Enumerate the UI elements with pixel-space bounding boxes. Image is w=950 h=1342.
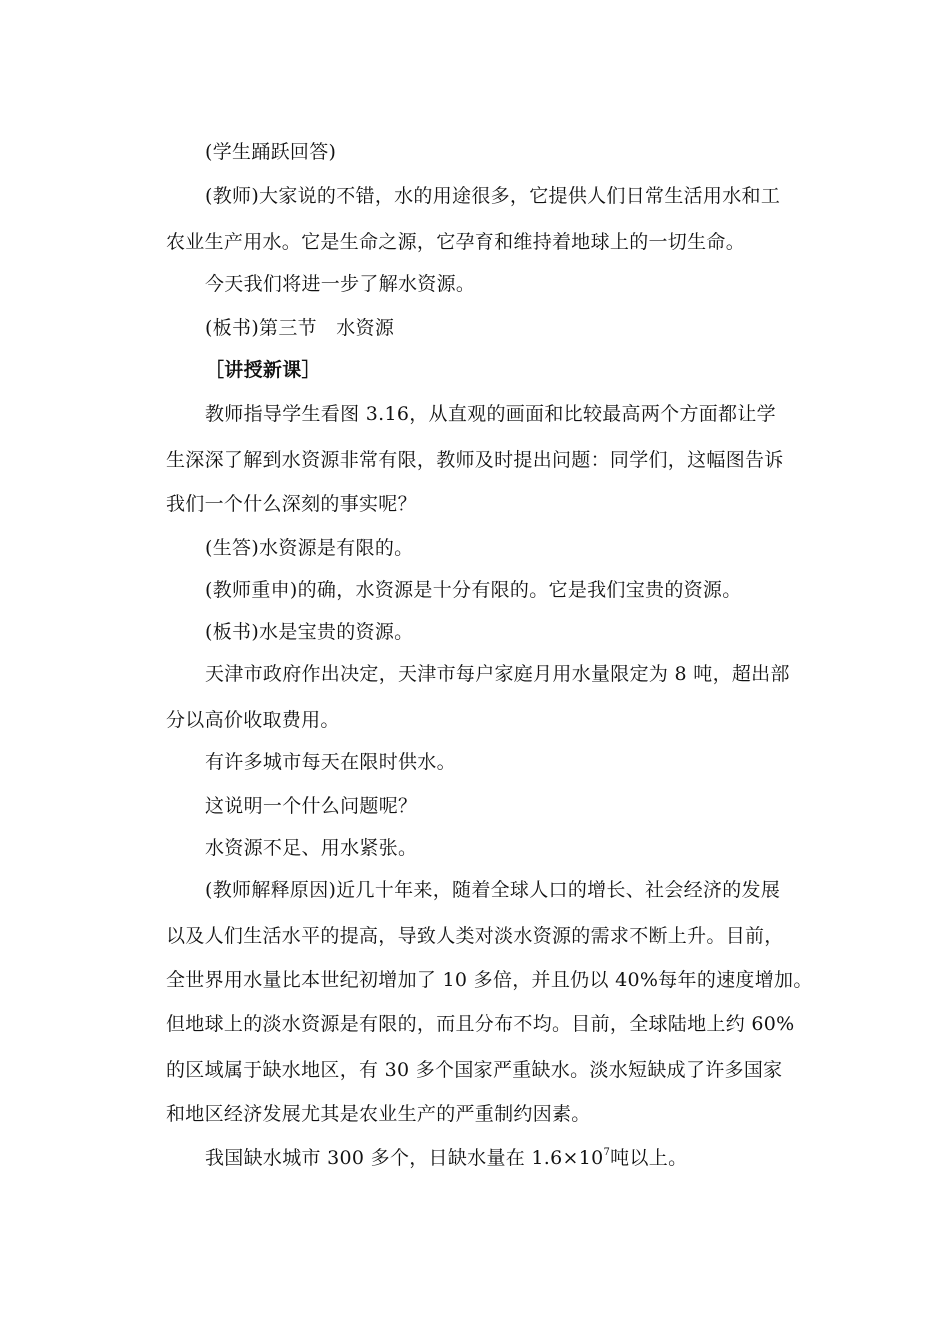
paragraph-teacher-explain-3: 全世界用水量比本世纪初增加了 10 多倍，并且仍以 40%每年的速度增加。 [166,969,813,991]
china-shortage-text: 我国缺水城市 300 多个，日缺水量在 1.6×10 [205,1147,604,1169]
paragraph-teacher-explain-5: 的区域属于缺水地区，有 30 多个国家严重缺水。淡水短缺成了许多国家 [166,1059,783,1081]
paragraph-today-intro: 今天我们将进一步了解水资源。 [205,273,476,295]
paragraph-teacher-explain: (教师解释原因)近几十年来，随着全球人口的增长、社会经济的发展 [205,879,781,901]
paragraph-rationing: 有许多城市每天在限时供水。 [205,751,456,773]
section-heading-new-lesson: ［讲授新课］ [205,359,321,381]
exponent: 7 [603,1147,611,1158]
paragraph-teacher-explain-2: 以及人们生活水平的提高，导致人类对淡水资源的需求不断上升。目前， [166,925,784,947]
paragraph-figure-guidance: 教师指导学生看图 3.16，从直观的画面和比较最高两个方面都让学 [205,403,776,425]
paragraph-china-shortage [205,1146,687,1170]
board-note-precious: (板书)水是宝贵的资源。 [205,621,414,643]
paragraph-shortage: 水资源不足、用水紧张。 [205,837,418,859]
paragraph-tianjin-policy-cont: 分以高价收取费用。 [166,709,340,731]
paragraph-figure-guidance-end: 我们一个什么深刻的事实呢？ [166,493,417,515]
paragraph-teacher-explain-6: 和地区经济发展尤其是农业生产的严重制约因素。 [166,1103,591,1125]
paragraph-teacher-water-uses: (教师)大家说的不错，水的用途很多，它提供人们日常生活用水和工 [205,185,781,207]
paragraph-student-reply: (生答)水资源是有限的。 [205,537,414,559]
paragraph-tianjin-policy: 天津市政府作出决定，天津市每户家庭月用水量限定为 8 吨，超出部 [205,663,790,685]
paragraph-question: 这说明一个什么问题呢？ [205,795,418,817]
paragraph-teacher-explain-4: 但地球上的淡水资源是有限的，而且分布不均。目前，全球陆地上约 60% [166,1013,795,1035]
china-shortage-unit: 吨以上。 [610,1147,688,1169]
board-note-section-title: (板书)第三节 水资源 [205,317,395,339]
paragraph-student-answer: (学生踊跃回答) [205,141,337,163]
paragraph-teacher-water-uses-cont: 农业生产用水。它是生命之源，它孕育和维持着地球上的一切生命。 [166,231,746,253]
paragraph-figure-guidance-cont: 生深深了解到水资源非常有限，教师及时提出问题：同学们，这幅图告诉 [166,449,784,471]
paragraph-teacher-restate: (教师重申)的确，水资源是十分有限的。它是我们宝贵的资源。 [205,579,742,601]
